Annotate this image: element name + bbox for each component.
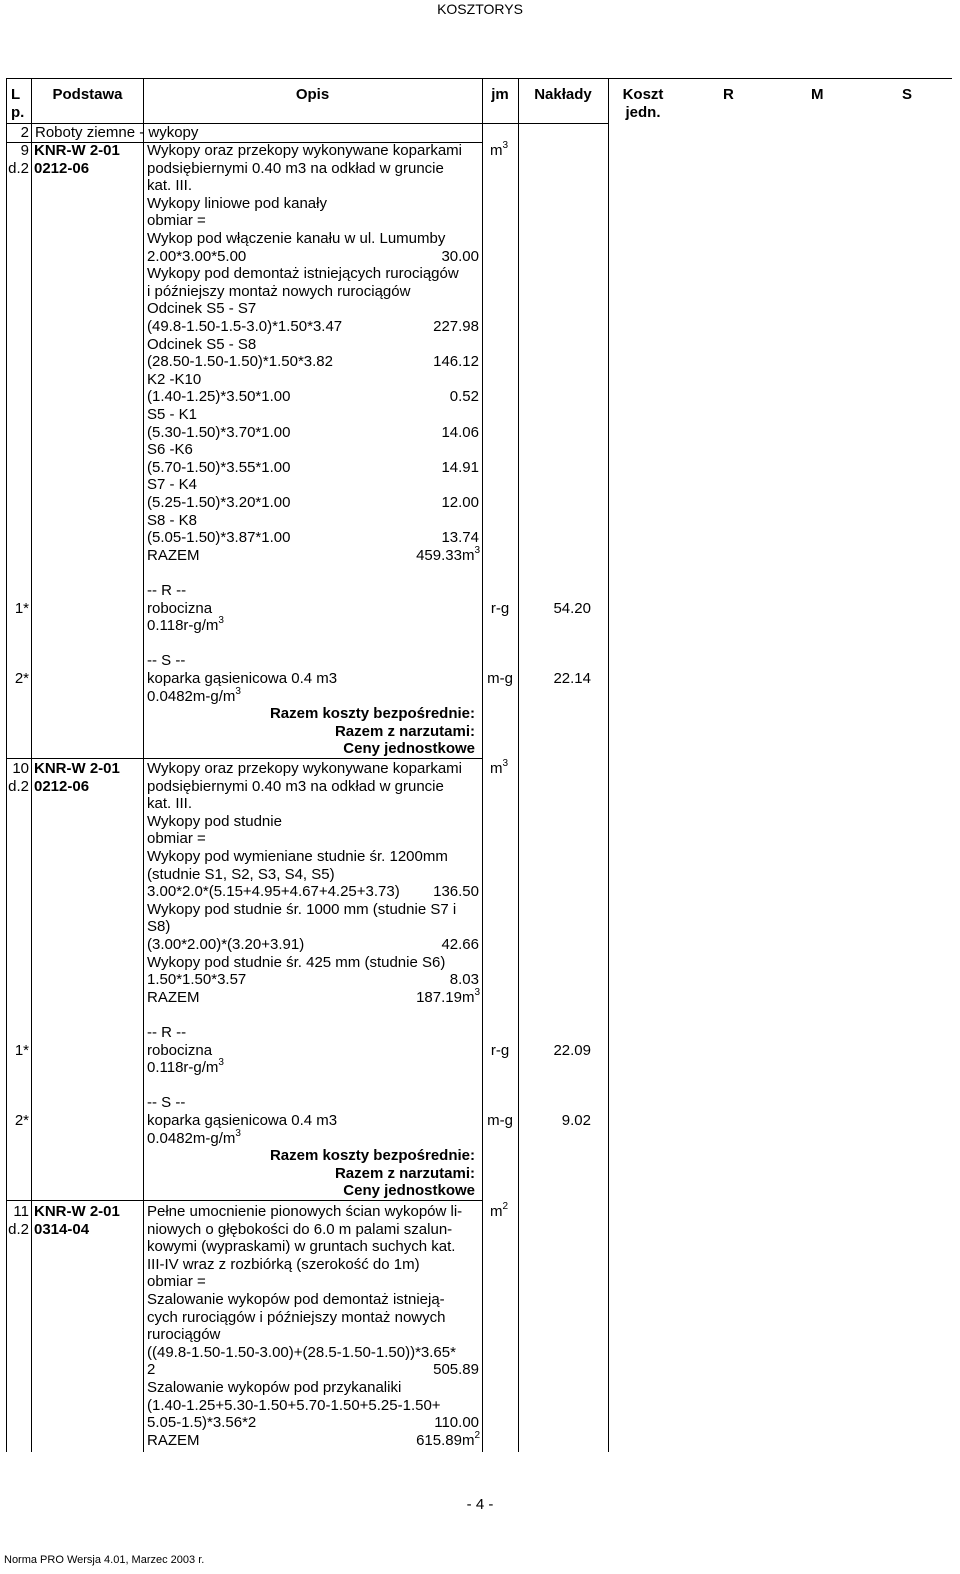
total-value-text: 459.33m [416, 546, 475, 564]
col-basis: Podstawa [52, 86, 123, 103]
resource-outlay: 22.09 [553, 1041, 591, 1059]
description-line: (5.70-1.50)*3.55*1.00 [147, 458, 291, 476]
table-top-border [6, 78, 952, 79]
description-line: III-IV wraz z rozbiórką (szerokość do 1m) [147, 1255, 420, 1273]
col-unit-cost-line2: jedn. [625, 104, 661, 121]
position-subnumber: d.2 [8, 1220, 29, 1238]
position-unit [490, 1203, 508, 1221]
description-line: obmiar = [147, 212, 206, 230]
position-basis: KNR-W 2-01 [34, 1203, 120, 1220]
description-line: kat. III. [147, 795, 193, 813]
page-title: KOSZTORYS [437, 1, 523, 17]
description-line: (5.25-1.50)*3.20*1.00 [147, 494, 291, 511]
description-line: Wykopy pod demontaż istniejących rurociągów [147, 265, 459, 283]
measure-value: 505.89 [433, 1361, 479, 1379]
position-separator [6, 758, 483, 759]
description-line: kowymi (wypraskami) w gruntach suchych kat. [147, 1238, 456, 1256]
description-line: Wykopy liniowe pod kanały [147, 194, 327, 212]
measure-value: 42.66 [441, 936, 479, 953]
measure-value: 13.74 [441, 529, 479, 547]
superscript-exponent: 2 [474, 1429, 480, 1441]
resource-norm-text: 0.118r-g/m [147, 1059, 219, 1077]
description-line: kat. III. [147, 177, 193, 195]
resource-norm-text: 0.0482m-g/m [147, 687, 236, 705]
total-label: RAZEM [147, 988, 200, 1006]
resource-outlay: 9.02 [561, 1112, 591, 1129]
description-line: Szalowanie wykopów pod przykanaliki [147, 1379, 402, 1396]
position-number: 11 [13, 1203, 29, 1220]
resource-norm-text: 0.118r-g/m [147, 617, 219, 635]
description-line: (5.05-1.50)*3.87*1.00 [147, 529, 291, 547]
page-number: - 4 - [466, 1496, 494, 1513]
col-unit: jm [491, 86, 509, 103]
description-line: Pełne umocnienie pionowych ścian wykopów li- [147, 1203, 463, 1220]
resource-norm [147, 617, 224, 635]
total-value [380, 986, 480, 1007]
header-underline [483, 123, 608, 124]
superscript-exponent: 3 [235, 1127, 241, 1139]
total-label: RAZEM [147, 546, 200, 564]
superscript-exponent: 3 [218, 615, 224, 627]
total-label: RAZEM [147, 1431, 200, 1449]
summary-line: Razem koszty bezpośrednie: [269, 705, 475, 723]
measure-value: 12.00 [441, 494, 479, 511]
description-line: K2 -K10 [147, 370, 202, 388]
resource-number: 2* [14, 1112, 29, 1129]
total-value-text: 187.19m [416, 988, 475, 1006]
measure-value: 227.98 [433, 318, 479, 335]
position-subnumber: d.2 [8, 777, 29, 795]
superscript-exponent: 2 [502, 1201, 509, 1212]
description-line: Wykop pod włączenie kanału w ul. Lumumby [147, 230, 446, 247]
position-unit-text: m [490, 1203, 503, 1220]
col-lp-line2: p. [11, 104, 25, 121]
resource-norm [147, 685, 241, 706]
resource-norm [147, 1127, 241, 1148]
col-description: Opis [295, 86, 330, 103]
position-number: 10 [12, 760, 29, 777]
description-line: ((49.8-1.50-1.50-3.00)+(28.5-1.50-1.50))*3.65* [147, 1343, 456, 1361]
description-line: S8) [147, 918, 171, 936]
resource-unit: m-g [487, 1112, 513, 1129]
measure-value: 0.52 [449, 388, 479, 406]
resource-norm [147, 1059, 224, 1077]
description-line: 3.00*2.0*(5.15+4.95+4.67+4.25+3.73) [147, 883, 400, 901]
position-separator [6, 1200, 483, 1201]
measure-value: 14.06 [441, 423, 479, 441]
superscript-exponent: 3 [474, 986, 480, 998]
description-line: rurociągów [147, 1326, 221, 1344]
summary-line: Razem z narzutami: [334, 1164, 475, 1182]
description-line: Odcinek S5 - S7 [147, 300, 257, 318]
position-subnumber: d.2 [8, 159, 29, 177]
description-line: Wykopy oraz przekopy wykonywane koparkami [147, 142, 462, 159]
col-outlay: Nakłady [534, 86, 592, 103]
resource-name: koparka gąsienicowa 0.4 m3 [147, 1112, 338, 1129]
description-line: i późniejszy montaż nowych rurociągów [147, 282, 411, 300]
summary-line: Ceny jednostkowe [343, 740, 475, 758]
section-number: 2 [20, 124, 29, 141]
superscript-exponent: 3 [474, 544, 480, 556]
description-line: podsiębiernymi 0.40 m3 na odkład w gruncie [147, 159, 444, 177]
description-line: (1.40-1.25)*3.50*1.00 [147, 388, 291, 406]
measure-value: 110.00 [434, 1414, 479, 1432]
position-number: 9 [20, 142, 29, 159]
summary-line: Razem koszty bezpośrednie: [269, 1147, 475, 1165]
description-line: obmiar = [147, 1273, 206, 1291]
resource-number: 1* [14, 599, 29, 617]
position-basis: KNR-W 2-01 [34, 760, 120, 777]
description-line: S5 - K1 [147, 406, 198, 423]
col-divider [608, 78, 609, 1452]
superscript-exponent: 3 [235, 685, 241, 697]
description-line: (28.50-1.50-1.50)*1.50*3.82 [147, 353, 333, 371]
resource-outlay: 22.14 [553, 670, 591, 687]
col-divider [31, 78, 32, 1452]
description-line: 5.05-1.5)*3.56*2 [147, 1414, 257, 1432]
resource-unit: r-g [490, 1041, 510, 1059]
description-line: S7 - K4 [147, 476, 198, 494]
col-s: S [902, 86, 913, 103]
description-line: obmiar = [147, 830, 206, 848]
resource-unit: r-g [490, 599, 510, 617]
description-line: Wykopy pod wymieniane studnie śr. 1200mm [147, 848, 448, 865]
position-unit-text: m [490, 760, 503, 777]
summary-line: Razem z narzutami: [334, 722, 475, 740]
position-basis-code: 0212-06 [34, 159, 90, 177]
resource-unit: m-g [487, 670, 513, 687]
description-line: cych rurociągów i późniejszy montaż nowych [147, 1308, 446, 1326]
resource-name: robocizna [147, 599, 213, 617]
resource-type: -- R -- [147, 582, 187, 599]
resource-type: -- R -- [147, 1024, 187, 1041]
position-basis-code: 0314-04 [34, 1220, 90, 1238]
measure-value: 146.12 [433, 353, 479, 371]
position-basis-code: 0212-06 [34, 777, 90, 795]
resource-type: -- S -- [147, 652, 186, 670]
description-line: 2 [147, 1361, 156, 1379]
position-unit [490, 760, 508, 778]
measure-value: 30.00 [441, 247, 479, 265]
col-unit-cost: Koszt [622, 86, 664, 103]
description-line: (studnie S1, S2, S3, S4, S5) [147, 865, 335, 883]
measure-value: 8.03 [449, 971, 479, 989]
measure-value: 14.91 [441, 458, 479, 476]
description-line: S8 - K8 [147, 511, 198, 529]
section-title: Roboty ziemne - wykopy [35, 124, 199, 141]
description-line: niowych o głębokości do 6.0 m palami szalun- [147, 1220, 453, 1238]
description-line: podsiębiernymi 0.40 m3 na odkład w gruncie [147, 777, 444, 795]
software-footer: Norma PRO Wersja 4.01, Marzec 2003 r. [4, 1554, 205, 1566]
resource-name: robocizna [147, 1041, 213, 1059]
description-line: Odcinek S5 - S8 [147, 335, 257, 353]
position-unit [490, 142, 508, 160]
description-line: Wykopy pod studnie [147, 812, 282, 830]
description-line: (5.30-1.50)*3.70*1.00 [147, 423, 291, 441]
col-divider [518, 78, 519, 1452]
description-line: Szalowanie wykopów pod demontaż istnieją- [147, 1291, 445, 1308]
resource-outlay: 54.20 [553, 599, 591, 617]
resource-name: koparka gąsienicowa 0.4 m3 [147, 670, 338, 687]
description-line: (49.8-1.50-1.5-3.0)*1.50*3.47 [147, 318, 343, 335]
col-r: R [723, 86, 734, 103]
total-value [380, 544, 480, 565]
summary-line: Ceny jednostkowe [343, 1182, 475, 1200]
description-line: (3.00*2.00)*(3.20+3.91) [147, 936, 305, 953]
description-line: Wykopy oraz przekopy wykonywane koparkami [147, 760, 462, 777]
resource-norm-text: 0.0482m-g/m [147, 1129, 236, 1147]
superscript-exponent: 3 [502, 140, 509, 151]
description-line: Wykopy pod studnie śr. 425 mm (studnie S6) [147, 953, 446, 971]
total-value-text: 615.89m [416, 1431, 475, 1449]
position-basis: KNR-W 2-01 [34, 142, 120, 159]
total-value [380, 1429, 480, 1450]
measure-value: 136.50 [433, 883, 479, 901]
position-unit-text: m [490, 142, 503, 159]
description-line: (1.40-1.25+5.30-1.50+5.70-1.50+5.25-1.50+ [147, 1396, 441, 1414]
resource-number: 1* [14, 1041, 29, 1059]
description-line: 1.50*1.50*3.57 [147, 971, 247, 989]
description-line: 2.00*3.00*5.00 [147, 247, 247, 265]
col-lp-line1: L [11, 86, 21, 103]
col-divider [143, 78, 144, 1452]
resource-type: -- S -- [147, 1094, 186, 1112]
col-divider [482, 78, 483, 1452]
superscript-exponent: 3 [502, 758, 509, 769]
description-line: S6 -K6 [147, 441, 193, 459]
description-line: Wykopy pod studnie śr. 1000 mm (studnie S7 i [147, 900, 457, 918]
resource-number: 2* [14, 670, 29, 687]
col-m: M [811, 86, 824, 103]
superscript-exponent: 3 [218, 1057, 224, 1069]
